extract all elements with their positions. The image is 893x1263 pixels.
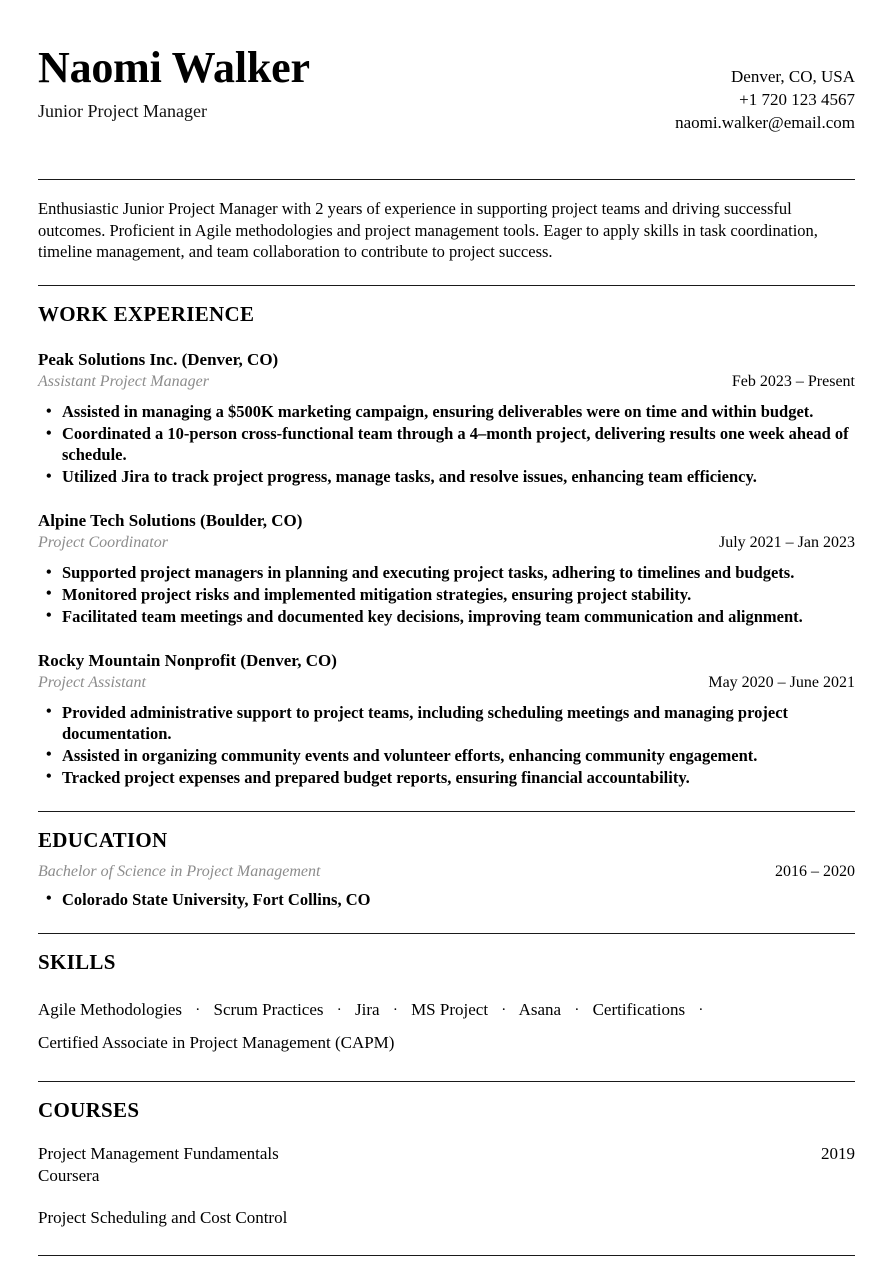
section-title-work-experience: WORK EXPERIENCE bbox=[38, 302, 255, 327]
header-job-title: Junior Project Manager bbox=[38, 100, 207, 121]
skill-item: Jira bbox=[355, 999, 380, 1019]
divider-education bbox=[38, 811, 855, 812]
divider-bottom bbox=[38, 1255, 855, 1256]
education-degree: Bachelor of Science in Project Management bbox=[38, 862, 321, 880]
list-item: • Supported project managers in planning and executing project tasks, adhering to timelines and budgets. bbox=[38, 563, 855, 584]
list-item: • Monitored project risks and implemented mitigation strategies, ensuring project stability. bbox=[38, 585, 855, 606]
section-title-skills: SKILLS bbox=[38, 949, 116, 974]
section-skills bbox=[38, 950, 855, 1059]
contact-email: naomi.walker@email.com bbox=[675, 112, 855, 132]
work-entry bbox=[38, 349, 855, 488]
list-item: • Colorado State University, Fort Collins, CO bbox=[38, 890, 855, 911]
work-entry-role: Project Coordinator bbox=[38, 534, 168, 552]
work-entry-meta bbox=[38, 372, 855, 393]
course-name: Project Management Fundamentals bbox=[38, 1144, 279, 1164]
work-entry-organization: Rocky Mountain Nonprofit (Denver, CO) bbox=[38, 650, 337, 670]
work-entry-meta bbox=[38, 673, 855, 694]
skill-item: Certifications bbox=[592, 999, 686, 1019]
skill-separator: · bbox=[195, 1001, 201, 1018]
course-entry bbox=[38, 1143, 855, 1187]
section-work-experience bbox=[38, 302, 855, 789]
skill-item: MS Project bbox=[411, 999, 489, 1019]
work-entry-bullets bbox=[38, 402, 855, 488]
divider-courses bbox=[38, 1081, 855, 1082]
contact-location: Denver, CO, USA bbox=[731, 67, 855, 86]
course-year: 2019 bbox=[821, 1144, 855, 1164]
section-title-courses: COURSES bbox=[38, 1098, 140, 1123]
divider-header bbox=[38, 179, 855, 180]
work-entry bbox=[38, 650, 855, 789]
section-education bbox=[38, 828, 855, 911]
list-item: • Tracked project expenses and prepared budget reports, ensuring financial accountability. bbox=[38, 768, 855, 789]
work-entry-date: July 2021 – Jan 2023 bbox=[719, 534, 855, 552]
list-item: • Assisted in organizing community events and volunteer efforts, enhancing community engagement. bbox=[38, 746, 855, 767]
course-name: Project Scheduling and Cost Control bbox=[38, 1208, 288, 1228]
work-entry-bullets bbox=[38, 563, 855, 628]
education-bullets bbox=[38, 890, 855, 911]
work-entry-role: Assistant Project Manager bbox=[38, 373, 209, 391]
work-entry-date: Feb 2023 – Present bbox=[731, 373, 855, 391]
contact-block bbox=[675, 44, 855, 135]
course-entry-header bbox=[38, 1207, 855, 1229]
divider-skills bbox=[38, 933, 855, 934]
course-entry-header bbox=[38, 1143, 855, 1165]
skill-separator: · bbox=[336, 1001, 342, 1018]
skill-separator: · bbox=[501, 1001, 507, 1018]
section-title-education: EDUCATION bbox=[38, 827, 168, 852]
list-item: • Utilized Jira to track project progress, manage tasks, and resolve issues, enhancing team efficiency. bbox=[38, 467, 855, 488]
work-entry-meta bbox=[38, 533, 855, 554]
work-entry-date: May 2020 – June 2021 bbox=[708, 674, 855, 692]
course-provider: Coursera bbox=[38, 1166, 100, 1186]
skill-item: Asana bbox=[518, 999, 562, 1019]
education-meta bbox=[38, 863, 855, 881]
skill-separator: · bbox=[574, 1001, 580, 1018]
section-courses bbox=[38, 1098, 855, 1229]
skill-separator: · bbox=[698, 1001, 704, 1018]
contact-phone: +1 720 123 4567 bbox=[739, 89, 855, 109]
page-title: Naomi Walker bbox=[38, 43, 310, 92]
identity-block bbox=[38, 44, 675, 122]
work-entry-organization: Peak Solutions Inc. (Denver, CO) bbox=[38, 350, 279, 370]
work-entry bbox=[38, 510, 855, 628]
education-date: 2016 – 2020 bbox=[775, 862, 855, 880]
list-item: • Assisted in managing a $500K marketing campaign, ensuring deliverables were on time and within budget. bbox=[38, 402, 855, 423]
skills-list bbox=[38, 993, 855, 1059]
skill-item: Scrum Practices bbox=[213, 999, 324, 1019]
resume-header bbox=[38, 0, 855, 135]
skill-item: Certified Associate in Project Management (CAPM) bbox=[38, 1032, 395, 1052]
work-entry-bullets bbox=[38, 703, 855, 789]
divider-work-experience bbox=[38, 285, 855, 286]
list-item: • Coordinated a 10-person cross-functional team through a 4–month project, delivering results one week ahead of schedule. bbox=[38, 424, 855, 466]
skill-separator: · bbox=[392, 1001, 398, 1018]
skill-item: Agile Methodologies bbox=[38, 999, 183, 1019]
list-item: • Provided administrative support to project teams, including scheduling meetings and managing project documentation. bbox=[38, 703, 855, 745]
list-item: • Facilitated team meetings and documented key decisions, improving team communication and alignment. bbox=[38, 607, 855, 628]
course-entry bbox=[38, 1207, 855, 1229]
work-entry-organization: Alpine Tech Solutions (Boulder, CO) bbox=[38, 510, 303, 530]
summary-text: Enthusiastic Junior Project Manager with 2 years of experience in supporting project teams and driving successful outcomes. Proficient in Agile methodologies and project management tools. Eager to apply skills in task coordination, timeline management, and team collaboration to contribute to project success. bbox=[38, 198, 818, 262]
work-entry-role: Project Assistant bbox=[38, 674, 146, 692]
